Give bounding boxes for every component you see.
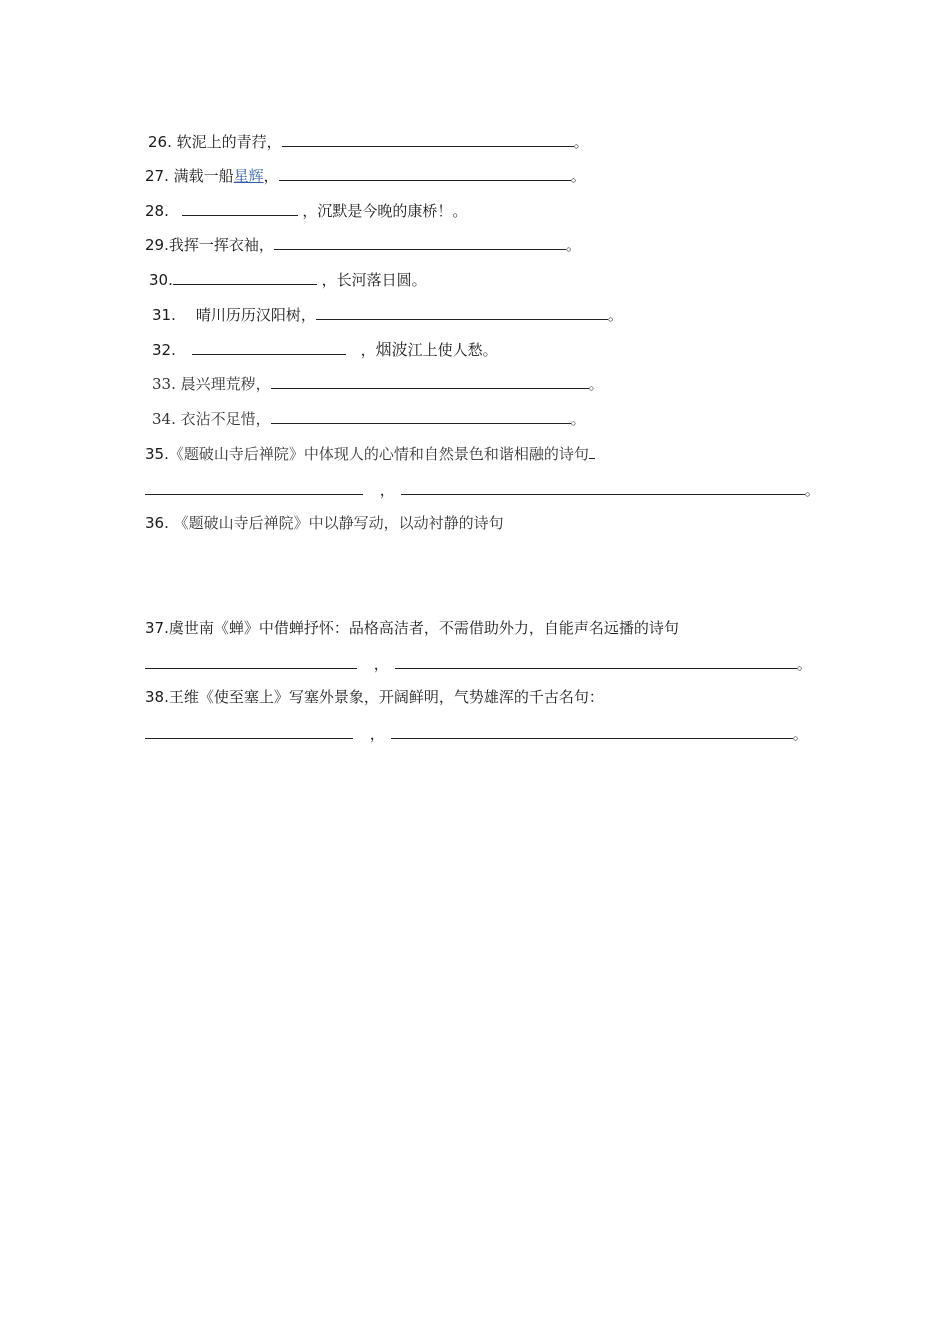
question-text: 晴川历历汉阳树， [195, 306, 316, 324]
question-number: 32. [152, 341, 176, 359]
question-38 [145, 687, 604, 707]
question-27 [145, 166, 586, 186]
comma: ， [360, 341, 376, 359]
answer-blank[interactable] [279, 166, 571, 181]
answer-blank-1[interactable] [145, 724, 353, 739]
question-33 [152, 374, 604, 394]
question-number: 36. [145, 514, 169, 532]
question-36 [145, 513, 504, 533]
question-31 [152, 305, 623, 325]
answer-blank-2[interactable] [391, 724, 793, 739]
question-text: 软泥上的青荇， [176, 133, 282, 151]
question-number: 28. [145, 202, 169, 220]
question-number: 34. [152, 410, 176, 428]
trailing-blank [589, 444, 595, 459]
answer-blank[interactable] [182, 201, 298, 216]
period: 。 [796, 655, 812, 673]
question-text: 衣沾不足惜， [180, 410, 271, 428]
period: 。 [588, 375, 604, 393]
question-number: 30. [149, 271, 173, 289]
question-number: 35. [145, 445, 169, 463]
question-text: 《题破山寺后禅院》中以静写动，以动衬静的诗句 [173, 514, 504, 532]
comma: ， [373, 655, 389, 673]
comma: ， [369, 725, 385, 743]
answer-blank[interactable] [271, 409, 571, 424]
question-text: 王维《使至塞上》写塞外景象，开阔鲜明，气势雄浑的千古名句： [168, 688, 604, 706]
question-number: 29. [145, 236, 169, 254]
answer-blank[interactable] [173, 270, 317, 285]
question-30 [149, 270, 427, 290]
answer-blank[interactable] [282, 132, 574, 147]
answer-blank[interactable] [192, 340, 346, 355]
question-35-answer-line [145, 480, 820, 500]
answer-blank-2[interactable] [395, 654, 797, 669]
question-number: 38. [145, 688, 169, 706]
comma: ， [263, 167, 279, 185]
period: 。 [565, 236, 581, 254]
question-26 [148, 132, 589, 152]
period: 。 [792, 725, 808, 743]
question-number: 31. [152, 306, 176, 324]
answer-blank-1[interactable] [145, 654, 357, 669]
question-number: 26. [148, 133, 172, 151]
answer-blank[interactable] [316, 305, 608, 320]
answer-blank-1[interactable] [145, 480, 363, 495]
period: 。 [804, 481, 820, 499]
question-29 [145, 235, 581, 255]
answer-blank[interactable] [274, 235, 566, 250]
question-35 [145, 444, 595, 464]
hyperlink-xinghui[interactable]: 星辉 [233, 167, 264, 185]
period: 。 [573, 133, 589, 151]
period: 。 [570, 167, 586, 185]
question-text: 《题破山寺后禅院》中体现人的心情和自然景色和谐相融的诗句 [168, 445, 589, 463]
question-text: 晨兴理荒秽， [180, 375, 271, 393]
question-text: 满载一船 [173, 167, 234, 185]
question-text: 虞世南《蝉》中借蝉抒怀：品格高洁者，不需借助外力，自能声名远播的诗句 [168, 619, 679, 637]
question-text: ，长河落日圆。 [321, 271, 427, 289]
question-28 [145, 201, 467, 221]
question-text: 我挥一挥衣袖， [168, 236, 274, 254]
question-34 [152, 409, 586, 429]
question-38-answer-line [145, 724, 808, 744]
answer-blank-2[interactable] [401, 480, 805, 495]
answer-blank[interactable] [271, 374, 589, 389]
question-37 [145, 618, 679, 638]
question-text: 江上使人愁。 [407, 341, 498, 359]
question-number: 27. [145, 167, 169, 185]
comma: ， [379, 481, 395, 499]
question-text: ，沉默是今晚的康桥！。 [302, 202, 468, 220]
question-37-answer-line [145, 654, 812, 674]
question-number: 33. [152, 375, 176, 393]
period: 。 [570, 410, 586, 428]
question-number: 37. [145, 619, 169, 637]
period: 。 [607, 306, 623, 324]
question-32 [152, 340, 498, 360]
question-text-bold: 烟波 [375, 340, 408, 359]
